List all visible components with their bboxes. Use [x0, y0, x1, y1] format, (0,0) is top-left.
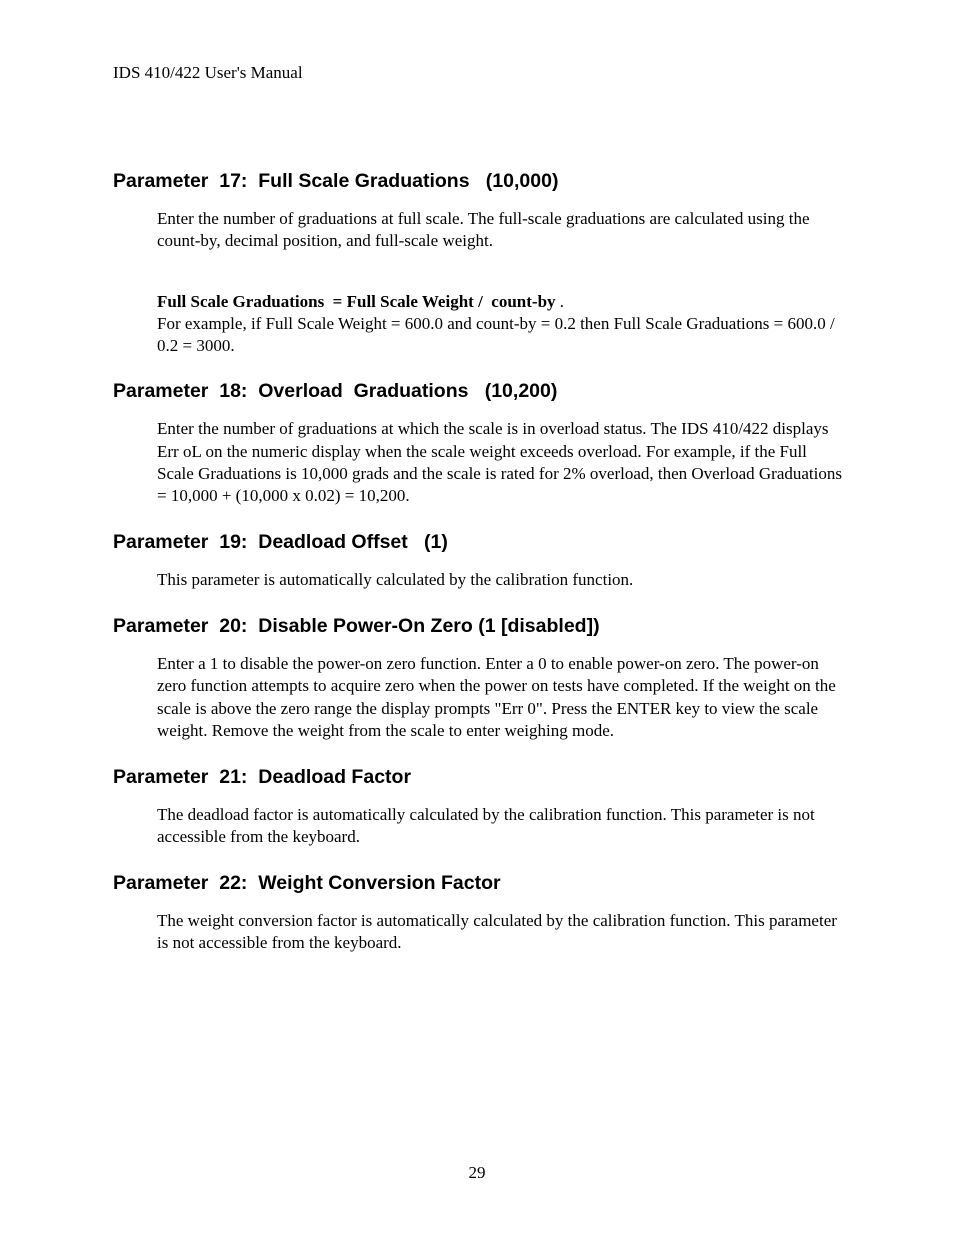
running-header: IDS 410/422 User's Manual: [113, 63, 303, 82]
section-heading: Parameter 19: Deadload Offset (1): [113, 530, 448, 553]
section-heading: Parameter 21: Deadload Factor: [113, 766, 412, 789]
formula: Full Scale Graduations = Full Scale Weight / count-by: [157, 291, 556, 311]
section-body: [157, 418, 843, 507]
section-parameter-17: [113, 168, 843, 357]
section-body: [157, 208, 843, 357]
section-body: [157, 910, 843, 955]
page-number: 29: [468, 1163, 486, 1182]
paragraph: This parameter is automatically calculated by the calibration function.: [157, 569, 634, 589]
section-heading: Parameter 22: Weight Conversion Factor: [113, 871, 501, 894]
paragraph: The weight conversion factor is automatically calculated by the calibration function. This parameter is not accessible from the keyboard.: [157, 910, 837, 953]
manual-content: [113, 168, 843, 954]
section-parameter-19: [113, 529, 843, 591]
section-heading: Parameter 17: Full Scale Graduations (10,000): [113, 170, 559, 192]
section-parameter-18: [113, 378, 843, 507]
section-body: [157, 653, 843, 742]
paragraph: Enter the number of graduations at which the scale is in overload status. The IDS 410/422 displays Err oL on the numeric display when the scale weight exceeds overload. For example, if the Full Scale Graduations is 10,000 grads and the scale is rated for 2% overload, then Overload Graduations = 10,000 + (10,000 x 0.02) = 10,200.: [157, 419, 842, 506]
section-heading: Parameter 20: Disable Power-On Zero (1 [disabled]): [113, 614, 600, 637]
example-paragraph: For example, if Full Scale Weight = 600.0 and count-by = 0.2 then Full Scale Graduations = 600.0 / 0.2 = 3000.: [157, 313, 835, 356]
section-parameter-20: [113, 613, 843, 742]
paragraph: The deadload factor is automatically calculated by the calibration function. This parameter is not accessible from the keyboard.: [157, 805, 815, 847]
formula-block: [157, 291, 843, 358]
section-parameter-22: [113, 870, 843, 955]
section-body: [157, 804, 843, 849]
section-body: [157, 569, 843, 591]
paragraph: Enter a 1 to disable the power-on zero function. Enter a 0 to enable power-on zero. The power-on zero function attempts to acquire zero when the power on tests have completed. If the weight on the scale is above the zero range the display prompts "Err 0". Press the ENTER key to view the scale weight. Remove the weight from the scale to enter weighing mode.: [157, 653, 836, 740]
formula-tail: .: [555, 291, 565, 311]
paragraph: Enter the number of graduations at full scale. The full-scale graduations are calculated using the count-by, decimal position, and full-scale weight.: [157, 209, 810, 251]
section-heading: Parameter 18: Overload Graduations (10,200): [113, 380, 558, 403]
section-parameter-21: [113, 764, 843, 849]
